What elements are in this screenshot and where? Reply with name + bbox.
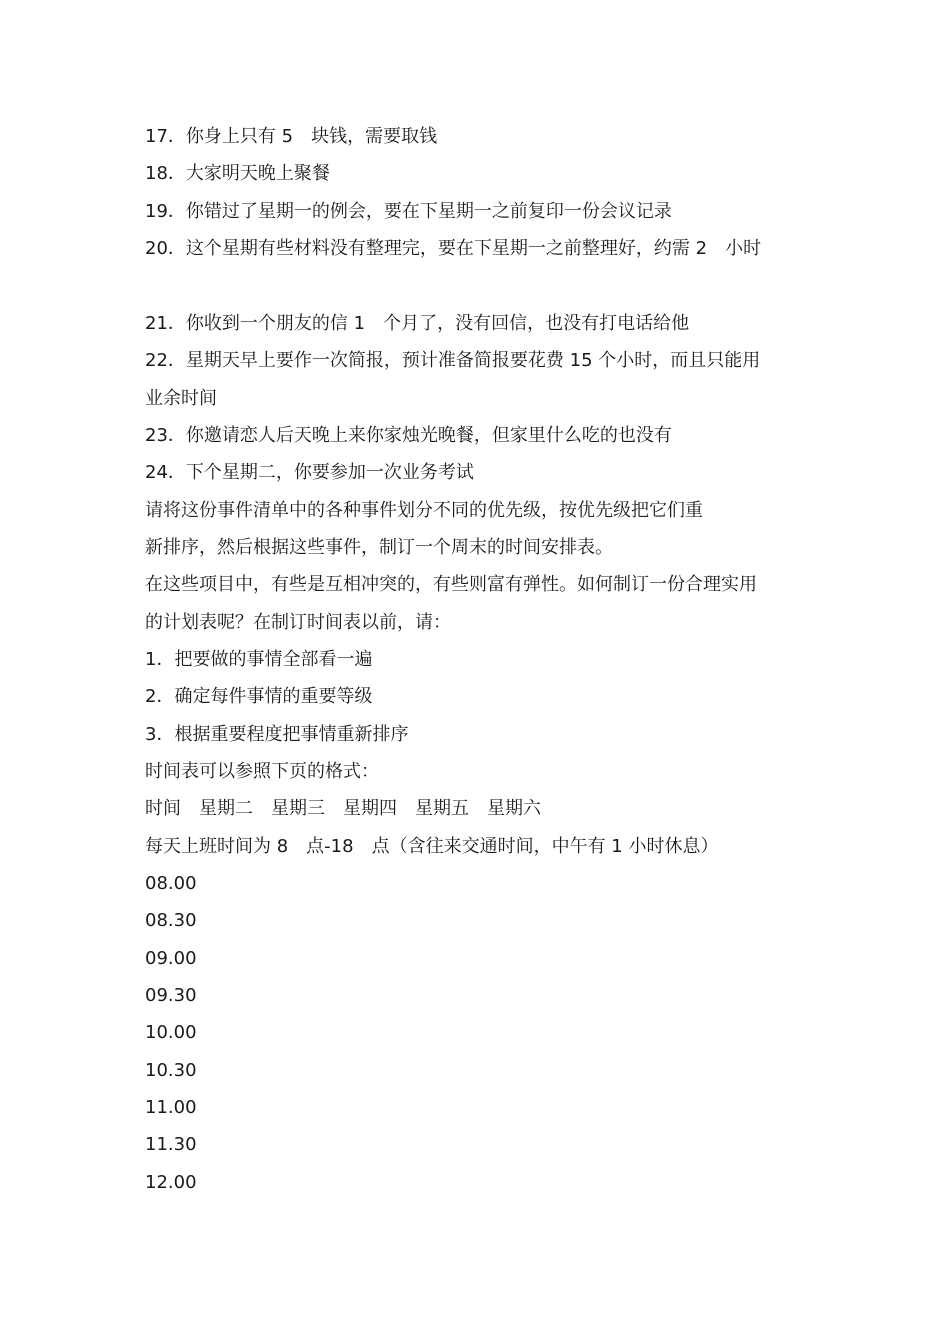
instruction-paragraph-1a: 请将这份事件清单中的各种事件划分不同的优先级，按优先级把它们重 bbox=[145, 500, 703, 521]
item-18: 18．大家明天晚上聚餐 bbox=[145, 163, 330, 184]
step-1: 1．把要做的事情全部看一遍 bbox=[145, 649, 373, 670]
schedule-format-note: 时间表可以参照下页的格式： bbox=[145, 761, 379, 782]
time-slot: 12.00 bbox=[145, 1172, 197, 1193]
time-slot: 09.00 bbox=[145, 948, 197, 969]
time-slot: 09.30 bbox=[145, 985, 197, 1006]
instruction-paragraph-1b: 新排序，然后根据这些事件，制订一个周末的时间安排表。 bbox=[145, 537, 613, 558]
schedule-header: 时间 星期二 星期三 星期四 星期五 星期六 bbox=[145, 798, 541, 819]
time-slot: 08.00 bbox=[145, 873, 197, 894]
item-19: 19．你错过了星期一的例会，要在下星期一之前复印一份会议记录 bbox=[145, 201, 672, 222]
item-24: 24．下个星期二，你要参加一次业务考试 bbox=[145, 462, 474, 483]
work-hours-note: 每天上班时间为 8 点-18 点（含往来交通时间，中午有 1 小时休息） bbox=[145, 836, 719, 857]
time-slot: 08.30 bbox=[145, 910, 197, 931]
item-21: 21．你收到一个朋友的信 1 个月了，没有回信，也没有打电话给他 bbox=[145, 313, 690, 334]
item-23: 23．你邀请恋人后天晚上来你家烛光晚餐，但家里什么吃的也没有 bbox=[145, 425, 672, 446]
step-3: 3．根据重要程度把事情重新排序 bbox=[145, 724, 409, 745]
time-slot: 10.30 bbox=[145, 1060, 197, 1081]
instruction-paragraph-2b: 的计划表呢？在制订时间表以前，请： bbox=[145, 612, 451, 633]
item-20: 20．这个星期有些材料没有整理完，要在下星期一之前整理好，约需 2 小时 bbox=[145, 238, 762, 259]
step-2: 2．确定每件事情的重要等级 bbox=[145, 686, 373, 707]
item-22-continued: 业余时间 bbox=[145, 388, 217, 409]
instruction-paragraph-2a: 在这些项目中，有些是互相冲突的，有些则富有弹性。如何制订一份合理实用 bbox=[145, 574, 757, 595]
time-slot: 11.30 bbox=[145, 1134, 197, 1155]
time-slot: 11.00 bbox=[145, 1097, 197, 1118]
item-22: 22．星期天早上要作一次简报，预计准备简报要花费 15 个小时，而且只能用 bbox=[145, 350, 761, 371]
item-17: 17．你身上只有 5 块钱，需要取钱 bbox=[145, 126, 438, 147]
time-slot: 10.00 bbox=[145, 1022, 197, 1043]
